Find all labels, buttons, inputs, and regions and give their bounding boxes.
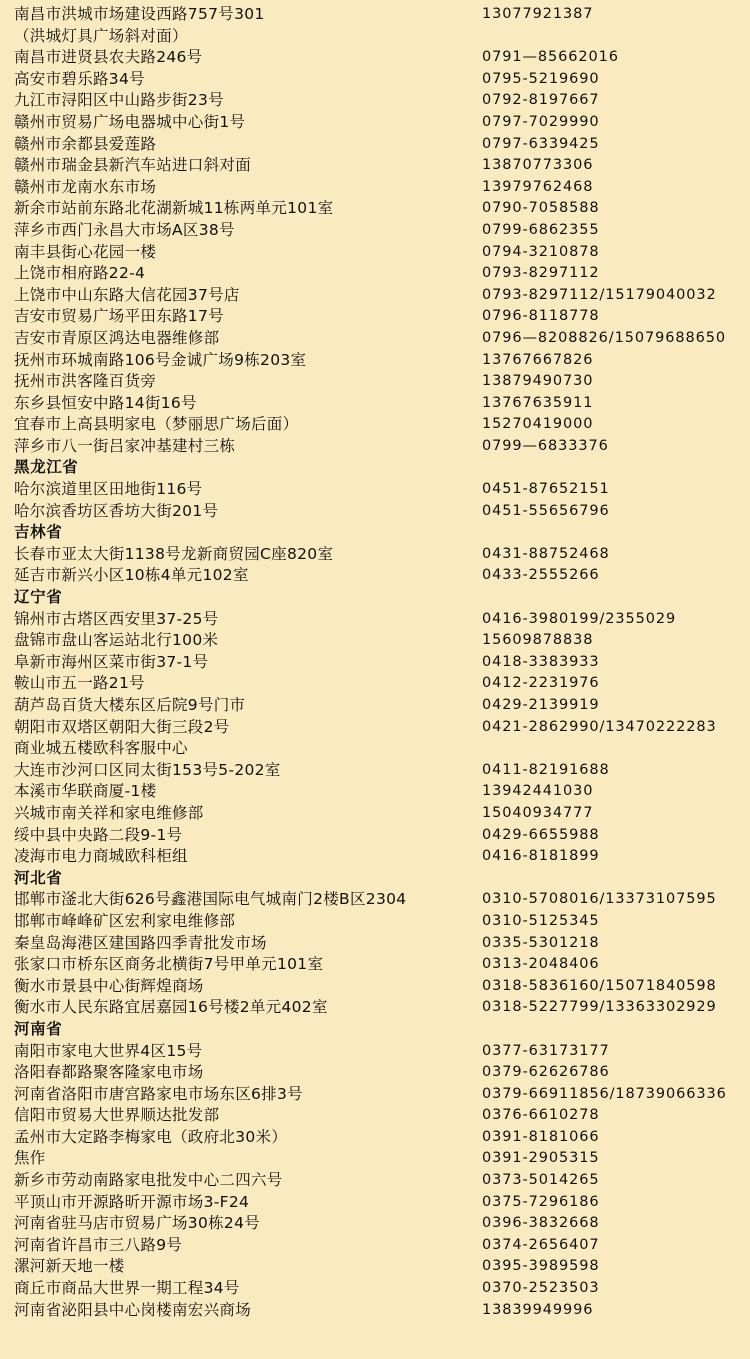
phone-number: 0791—85662016 bbox=[482, 49, 619, 66]
directory-row bbox=[14, 803, 750, 825]
phone-number: 13870773306 bbox=[482, 157, 594, 174]
directory-row bbox=[14, 1235, 750, 1257]
phone-number: 0391-2905315 bbox=[482, 1150, 600, 1167]
phone-number: 0376-6610278 bbox=[482, 1107, 600, 1124]
address-text: 赣州市余都县爱莲路 bbox=[14, 134, 157, 153]
directory-row bbox=[14, 760, 750, 782]
province-name: 河南省 bbox=[14, 1019, 63, 1038]
phone-number: 0373-5014265 bbox=[482, 1172, 600, 1189]
directory-row bbox=[14, 652, 750, 674]
phone-number: 0451-87652151 bbox=[482, 481, 610, 498]
phone-number: 0790-7058588 bbox=[482, 200, 600, 217]
directory-row bbox=[14, 630, 750, 652]
phone-number: 0431-88752468 bbox=[482, 545, 610, 562]
phone-number: 0797-6339425 bbox=[482, 135, 600, 152]
address-text: 萍乡市西门永昌大市场A区38号 bbox=[14, 220, 235, 239]
directory-row bbox=[14, 198, 750, 220]
phone-number: 0396-3832668 bbox=[482, 1215, 600, 1232]
phone-number: 0794-3210878 bbox=[482, 243, 600, 260]
directory-row bbox=[14, 695, 750, 717]
phone-number: 0799-6862355 bbox=[482, 221, 600, 238]
directory-row bbox=[14, 976, 750, 998]
directory-row bbox=[14, 911, 750, 933]
phone-number: 0418-3383933 bbox=[482, 653, 600, 670]
province-heading bbox=[14, 587, 750, 609]
phone-number: 13942441030 bbox=[482, 783, 594, 800]
directory-row bbox=[14, 997, 750, 1019]
phone-number: 0796-8118778 bbox=[482, 308, 600, 325]
address-text: 南阳市家电大世界4区15号 bbox=[14, 1041, 203, 1060]
directory-row bbox=[14, 479, 750, 501]
directory-row bbox=[14, 350, 750, 372]
address-text: 邯郸市滏北大街626号鑫港国际电气城南门2楼B区2304 bbox=[14, 890, 407, 909]
phone-number: 0416-3980199/2355029 bbox=[482, 610, 677, 627]
phone-number: 0799—6833376 bbox=[482, 437, 609, 454]
address-text: 漯河新天地一楼 bbox=[14, 1257, 125, 1276]
address-text: 兴城市南关祥和家电维修部 bbox=[14, 803, 204, 822]
directory-row bbox=[14, 717, 750, 739]
address-text: 新余市站前东路北花湖新城11栋两单元101室 bbox=[14, 199, 334, 218]
address-text: 洛阳春都路聚客隆家电市场 bbox=[14, 1063, 204, 1082]
directory-row bbox=[14, 781, 750, 803]
province-heading bbox=[14, 868, 750, 890]
province-heading bbox=[14, 1019, 750, 1041]
phone-number: 0310-5708016/13373107595 bbox=[482, 891, 717, 908]
directory-row bbox=[14, 1105, 750, 1127]
directory-row bbox=[14, 933, 750, 955]
address-text: 邯郸市峰峰矿区宏利家电维修部 bbox=[14, 911, 236, 930]
directory-row bbox=[14, 1170, 750, 1192]
phone-number: 15270419000 bbox=[482, 416, 594, 433]
directory-row bbox=[14, 263, 750, 285]
directory-row bbox=[14, 47, 750, 69]
phone-number: 0421-2862990/13470222283 bbox=[482, 718, 717, 735]
directory-row bbox=[14, 1127, 750, 1149]
phone-number: 0318-5836160/15071840598 bbox=[482, 977, 717, 994]
address-text: 平顶山市开源路昕开源市场3-F24 bbox=[14, 1192, 250, 1211]
address-text: 上饶市中山东路大信花园37号店 bbox=[14, 285, 240, 304]
directory-row bbox=[14, 1256, 750, 1278]
phone-number: 0379-62626786 bbox=[482, 1064, 610, 1081]
province-heading bbox=[14, 522, 750, 544]
directory-row bbox=[14, 501, 750, 523]
address-text: 吉安市青原区鸿达电器维修部 bbox=[14, 328, 220, 347]
address-text: 延吉市新兴小区10栋4单元102室 bbox=[14, 566, 249, 585]
phone-number: 0375-7296186 bbox=[482, 1193, 600, 1210]
address-text: 哈尔滨道里区田地街116号 bbox=[14, 480, 203, 499]
address-text: 鞍山市五一路21号 bbox=[14, 674, 145, 693]
address-text: 赣州市贸易广场电器城中心街1号 bbox=[14, 112, 246, 131]
directory-row bbox=[14, 4, 750, 26]
address-text: 东乡县恒安中路14街16号 bbox=[14, 393, 197, 412]
address-text: 河南省许昌市三八路9号 bbox=[14, 1235, 183, 1254]
phone-number: 0412-2231976 bbox=[482, 675, 600, 692]
directory-row bbox=[14, 1041, 750, 1063]
directory-row bbox=[14, 738, 750, 760]
address-text: 焦作 bbox=[14, 1149, 46, 1168]
phone-number: 0797-7029990 bbox=[482, 113, 600, 130]
phone-number: 13839949996 bbox=[482, 1301, 594, 1318]
address-text: 凌海市电力商城欧科柜组 bbox=[14, 847, 188, 866]
phone-number: 15040934777 bbox=[482, 804, 594, 821]
directory-row bbox=[14, 954, 750, 976]
phone-number: 0795-5219690 bbox=[482, 70, 600, 87]
address-text: 南昌市进贤县农夫路246号 bbox=[14, 48, 203, 67]
directory-row bbox=[14, 69, 750, 91]
address-text: 萍乡市八一街吕家冲基建村三栋 bbox=[14, 436, 236, 455]
directory-row bbox=[14, 609, 750, 631]
address-text: 哈尔滨香坊区香坊大街201号 bbox=[14, 501, 219, 520]
directory-row bbox=[14, 673, 750, 695]
directory-row bbox=[14, 825, 750, 847]
phone-number: 0451-55656796 bbox=[482, 502, 610, 519]
phone-number: 13879490730 bbox=[482, 373, 594, 390]
directory-row bbox=[14, 1084, 750, 1106]
phone-number: 0429-6655988 bbox=[482, 826, 600, 843]
phone-number: 0429-2139919 bbox=[482, 697, 600, 713]
directory-row bbox=[14, 1300, 750, 1322]
directory-row bbox=[14, 414, 750, 436]
directory-row bbox=[14, 889, 750, 911]
province-name: 辽宁省 bbox=[14, 588, 63, 607]
address-text: 抚州市环城南路106号金诚广场9栋203室 bbox=[14, 350, 307, 369]
phone-number: 13979762468 bbox=[482, 178, 594, 195]
address-text: 衡水市人民东路宜居嘉园16号楼2单元402室 bbox=[14, 998, 328, 1017]
phone-number: 0416-8181899 bbox=[482, 848, 600, 865]
phone-number: 0793-8297112 bbox=[482, 265, 600, 282]
directory-row bbox=[14, 1148, 750, 1170]
address-text: 锦州市古塔区西安里37-25号 bbox=[14, 609, 219, 628]
phone-number: 0796—8208826/15079688650 bbox=[482, 329, 726, 346]
address-text: 盘锦市盘山客运站北行100米 bbox=[14, 631, 219, 650]
directory-row bbox=[14, 544, 750, 566]
address-text: 赣州市瑞金县新汽车站进口斜对面 bbox=[14, 156, 252, 175]
directory-row bbox=[14, 242, 750, 264]
directory-row bbox=[14, 1213, 750, 1235]
phone-number: 0335-5301218 bbox=[482, 934, 600, 951]
directory-row bbox=[14, 1192, 750, 1214]
phone-number: 0313-2048406 bbox=[482, 956, 600, 973]
address-text: 上饶市相府路22-4 bbox=[14, 264, 146, 283]
province-name: 河北省 bbox=[14, 868, 63, 887]
directory-row bbox=[14, 1062, 750, 1084]
directory-row bbox=[14, 436, 750, 458]
directory-row bbox=[14, 393, 750, 415]
directory-row bbox=[14, 155, 750, 177]
directory-row bbox=[14, 90, 750, 112]
address-text: 九江市浔阳区中山路步街23号 bbox=[14, 91, 224, 110]
phone-number: 0377-63173177 bbox=[482, 1042, 610, 1059]
address-text: 河南省泌阳县中心岗楼南宏兴商场 bbox=[14, 1300, 252, 1319]
directory-row bbox=[14, 112, 750, 134]
directory-row bbox=[14, 306, 750, 328]
address-text: 新乡市劳动南路家电批发中心二四六号 bbox=[14, 1171, 283, 1190]
address-text: 南昌市洪城市场建设西路757号301 bbox=[14, 5, 265, 23]
phone-number: 0792-8197667 bbox=[482, 92, 600, 109]
address-text: 阜新市海州区菜市街37-1号 bbox=[14, 652, 209, 671]
address-text: 吉安市贸易广场平田东路17号 bbox=[14, 307, 224, 326]
directory-row bbox=[14, 26, 750, 48]
directory-row bbox=[14, 565, 750, 587]
phone-number: 0370-2523503 bbox=[482, 1280, 600, 1297]
directory-row bbox=[14, 220, 750, 242]
phone-number: 0793-8297112/15179040032 bbox=[482, 286, 717, 303]
phone-number: 13077921387 bbox=[482, 6, 594, 22]
phone-number: 13767667826 bbox=[482, 351, 594, 368]
address-text: 长春市亚太大街1138号龙新商贸园C座820室 bbox=[14, 544, 334, 563]
address-text: 高安市碧乐路34号 bbox=[14, 69, 145, 88]
address-text: 河南省洛阳市唐宫路家电市场东区6排3号 bbox=[14, 1084, 303, 1103]
address-text: 葫芦岛百货大楼东区后院9号门市 bbox=[14, 696, 246, 714]
phone-number: 0395-3989598 bbox=[482, 1258, 600, 1275]
address-text: 抚州市洪客隆百货旁 bbox=[14, 372, 157, 391]
phone-number: 0411-82191688 bbox=[482, 761, 610, 778]
address-text: 本溪市华联商厦-1楼 bbox=[14, 782, 157, 801]
address-text: 张家口市桥东区商务北横街7号甲单元101室 bbox=[14, 955, 324, 974]
address-text: 朝阳市双塔区朝阳大街三段2号 bbox=[14, 717, 230, 736]
address-text: 商业城五楼欧科客服中心 bbox=[14, 739, 188, 758]
province-name: 吉林省 bbox=[14, 523, 63, 542]
directory-row bbox=[14, 328, 750, 350]
phone-number: 0310-5125345 bbox=[482, 912, 600, 929]
directory-row bbox=[14, 371, 750, 393]
address-text: 南丰县街心花园一楼 bbox=[14, 242, 157, 261]
address-text: 孟州市大定路李梅家电（政府北30米） bbox=[14, 1127, 288, 1146]
phone-number: 13767635911 bbox=[482, 394, 594, 411]
phone-number: 0379-66911856/18739066336 bbox=[482, 1085, 727, 1102]
phone-number: 0433-2555266 bbox=[482, 567, 600, 584]
directory-row bbox=[14, 846, 750, 868]
phone-number: 0391-8181066 bbox=[482, 1128, 600, 1145]
directory-row bbox=[14, 285, 750, 307]
address-text: 大连市沙河口区同太街153号5-202室 bbox=[14, 760, 281, 779]
province-name: 黑龙江省 bbox=[14, 458, 79, 477]
province-heading bbox=[14, 457, 750, 479]
address-text: 信阳市贸易大世界顺达批发部 bbox=[14, 1106, 220, 1125]
phone-number: 15609878838 bbox=[482, 632, 594, 649]
phone-number: 0318-5227799/13363302929 bbox=[482, 999, 717, 1016]
directory-row bbox=[14, 134, 750, 156]
address-text: 绥中县中央路二段9-1号 bbox=[14, 825, 183, 844]
address-text: 河南省驻马店市贸易广场30栋24号 bbox=[14, 1214, 261, 1233]
phone-number: 0374-2656407 bbox=[482, 1236, 600, 1253]
address-text: 秦皇岛海港区建国路四季青批发市场 bbox=[14, 933, 267, 952]
address-text: （洪城灯具广场斜对面） bbox=[14, 26, 188, 45]
address-text: 商丘市商品大世界一期工程34号 bbox=[14, 1279, 240, 1298]
directory-row bbox=[14, 1278, 750, 1300]
address-text: 衡水市景县中心街辉煌商场 bbox=[14, 976, 204, 995]
directory-row bbox=[14, 177, 750, 199]
address-text: 宜春市上高县明家电（梦丽思广场后面） bbox=[14, 415, 299, 434]
address-text: 赣州市龙南水东市场 bbox=[14, 177, 157, 196]
